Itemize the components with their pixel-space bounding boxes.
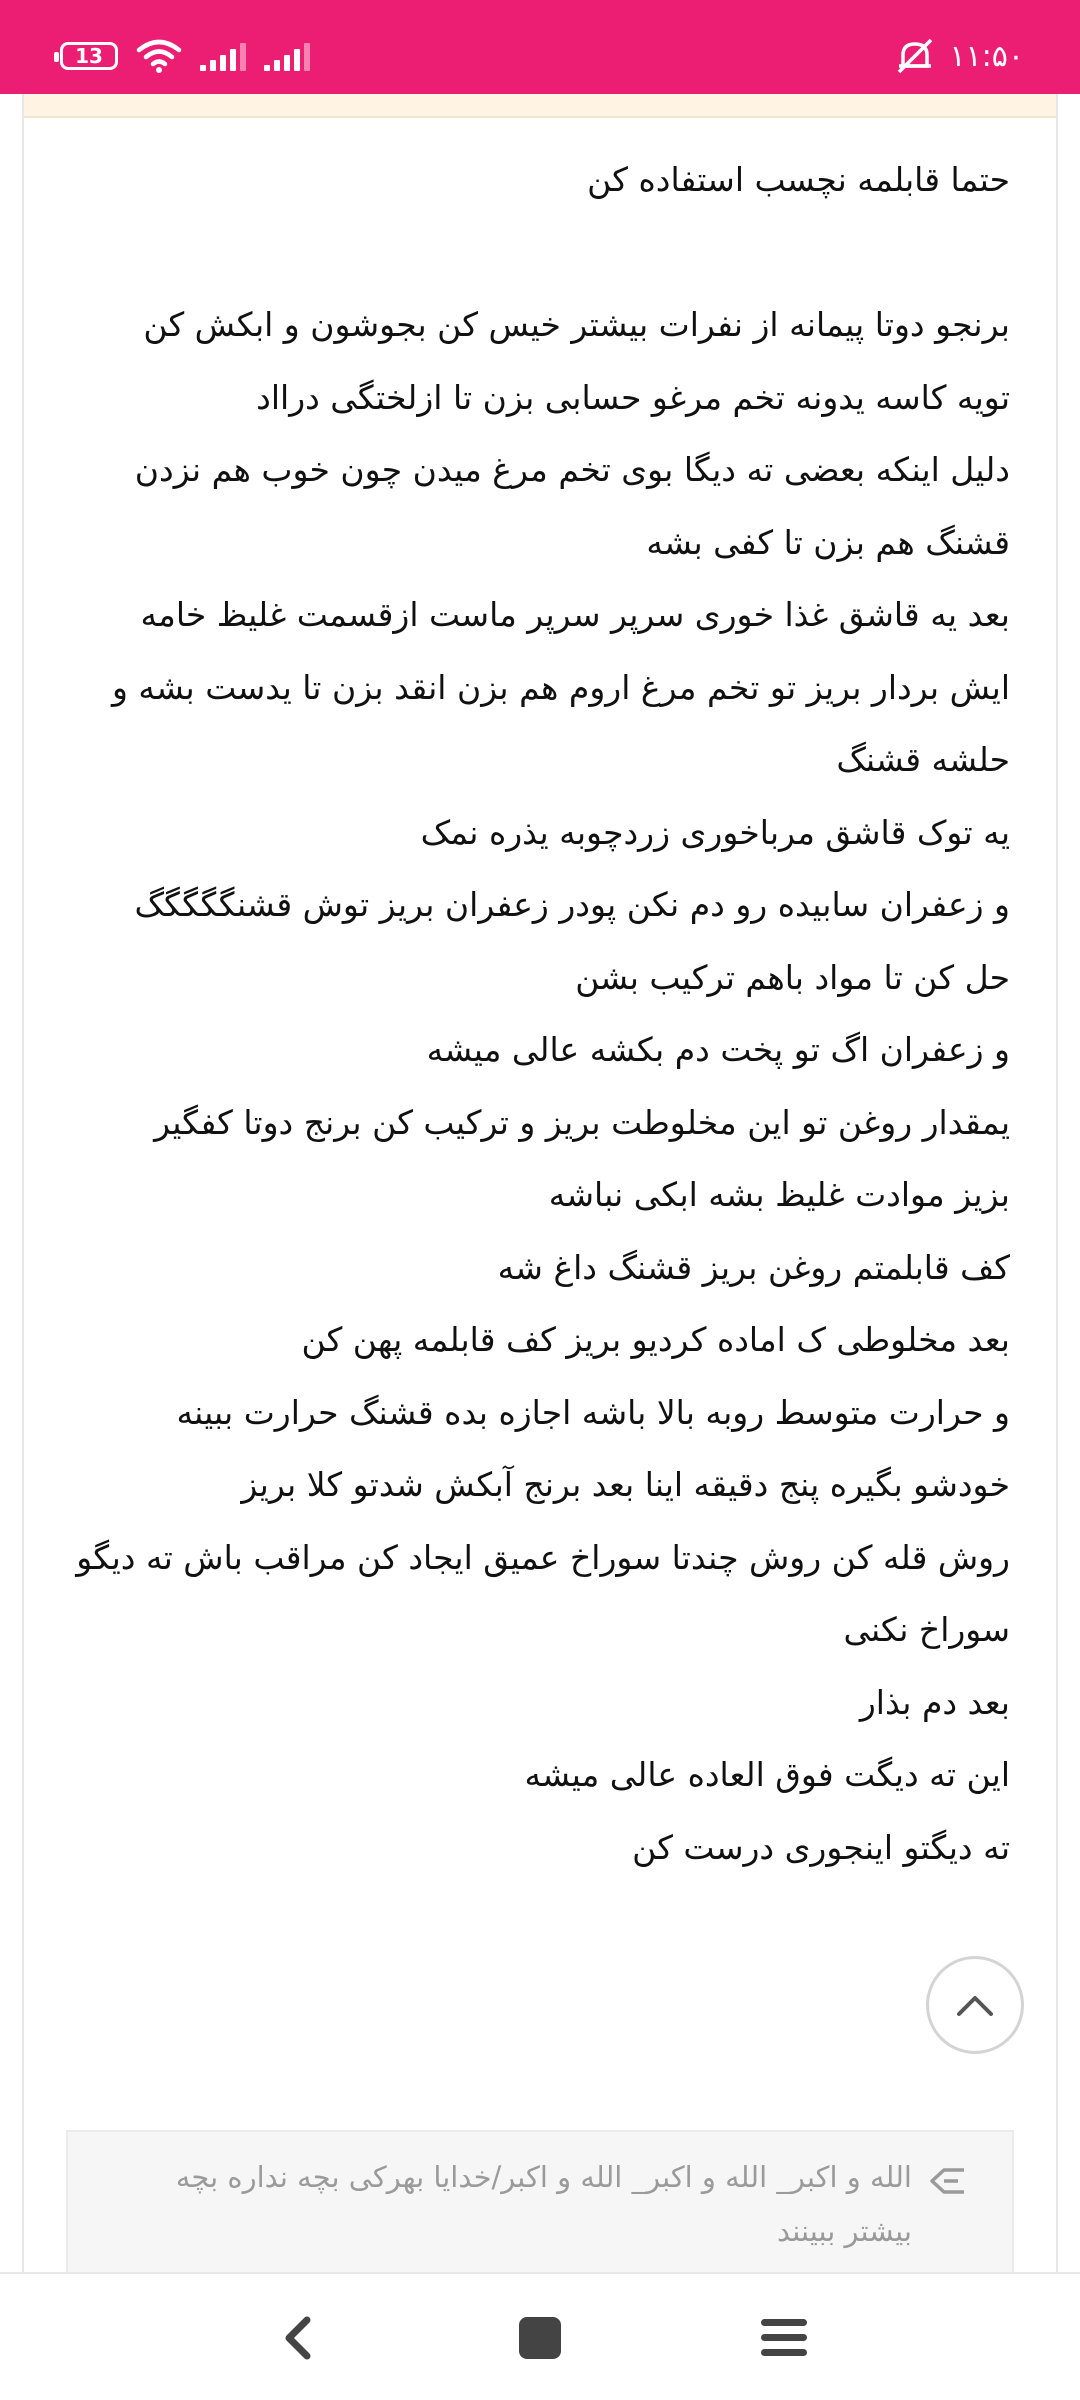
signal-icon-2 [264, 41, 310, 71]
nav-home-button[interactable] [510, 2308, 570, 2368]
recents-lines-icon [759, 2315, 809, 2361]
post-line: حل کن تا مواد باهم ترکیب بشن [575, 957, 1010, 997]
post-line: و زعفران سابیده رو دم نکن پودر زعفران بریز توش قشنگگگگگ [134, 885, 1010, 924]
post-line: بعد مخلوطی ک اماده کردیو بریز کف قابلمه پهن کن [301, 1320, 1010, 1359]
post-line: قشنگ هم بزن تا کفی بشه [646, 522, 1010, 562]
quoted-reply[interactable] [66, 2130, 1014, 2272]
post-line: یمقدار روغن تو این مخلوطت بریز و ترکیب کن برنج دوتا کفگیر [154, 1102, 1010, 1142]
nav-back-button[interactable] [268, 2308, 328, 2368]
post-line: بعد دم بذار [859, 1682, 1010, 1722]
post-line: حتما قابلمه نچسب استفاده کن [587, 160, 1010, 199]
post-line: خودشو بگیره پنج دقیقه اینا بعد برنج آبکش شدتو کلا بریز [241, 1465, 1010, 1504]
post-line [50, 217, 1010, 290]
scroll-to-top-button[interactable] [926, 1956, 1024, 2054]
chevron-up-icon [953, 1990, 997, 2020]
post-line: این ته دیگت فوق العاده عالی میشه [524, 1755, 1010, 1794]
post-line: کف قابلمتم روغن بریز قشنگ داغ شه [497, 1247, 1010, 1287]
battery-icon [60, 42, 118, 70]
status-icons-left [60, 36, 310, 76]
reply-arrow-icon [928, 2166, 968, 2196]
post-line: یه توک قاشق مرباخوری زردچوبه یذره نمک [420, 812, 1010, 852]
status-bar [0, 0, 1080, 94]
wifi-icon [136, 38, 182, 74]
battery-level: 13 [75, 44, 103, 68]
post-line: بزیز موادت غلیظ بشه ابکی نباشه [548, 1175, 1010, 1214]
clock: ۱۱:۵۰ [949, 38, 1024, 74]
quoted-text: الله و اکبر_ الله و اکبر_ الله و اکبر/خدایا بهرکی بچه نداره بچه بیشتر ببینند [175, 2160, 912, 2248]
system-nav-bar [0, 2272, 1080, 2400]
post-line: و زعفران اگ تو پخت دم بکشه عالی میشه [426, 1030, 1010, 1069]
post-line: بعد یه قاشق غذا خوری سرپر سرپر ماست ازقسمت غلیظ خامه [140, 595, 1010, 634]
back-chevron-icon [281, 2314, 315, 2362]
post-line: ایش بردار بریز تو تخم مرغ اروم هم بزن انقد بزن تا یدست بشه و حلشه قشنگ [111, 667, 1010, 779]
post-line: دلیل اینکه بعضی ته دیگا بوی تخم مرغ میدن چون خوب هم نزدن [134, 450, 1010, 489]
status-icons-right [895, 36, 1024, 76]
nav-recents-button[interactable] [754, 2308, 814, 2368]
post-line: تویه کاسه یدونه تخم مرغو حسابی بزن تا ازلختگی درااد [256, 377, 1010, 417]
post-text [50, 144, 1010, 1884]
alarm-off-icon [895, 38, 935, 74]
post-line: ته دیگتو اینجوری درست کن [632, 1827, 1010, 1867]
post-line: روش قله کن روش چندتا سوراخ عمیق ایجاد کن مراقب باش ته دیگو سوراخ نکنی [76, 1537, 1010, 1649]
post-content-card [22, 94, 1058, 2272]
post-line: و حرارت متوسط روبه بالا باشه اجازه بده قشنگ حرارت ببینه [176, 1392, 1010, 1432]
signal-icon-1 [200, 41, 246, 71]
home-square-icon [516, 2314, 564, 2362]
post-line: برنجو دوتا پیمانه از نفرات بیشتر خیس کن بجوشون و ابکش کن [143, 305, 1010, 344]
top-strip [24, 94, 1056, 118]
